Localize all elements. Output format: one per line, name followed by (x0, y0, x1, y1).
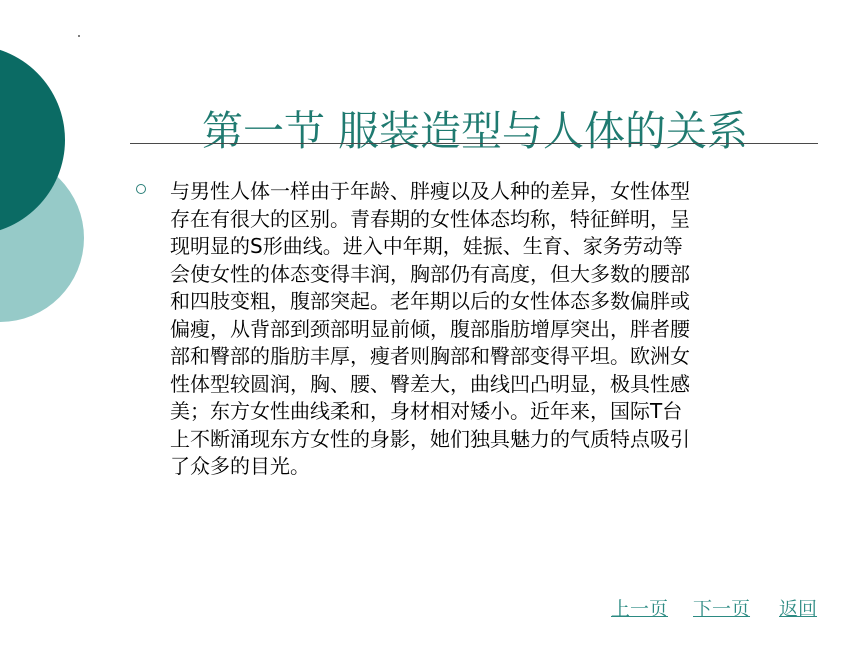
body-line: 现明显的S形曲线。进入中年期，娃振、生育、家务劳动等 (170, 234, 683, 258)
body-line: 上不断涌现东方女性的身影，她们独具魅力的气质特点吸引 (170, 426, 690, 451)
decorative-dot (78, 35, 80, 37)
decorative-circles (0, 0, 120, 360)
body-paragraph (170, 178, 800, 481)
next-page-link[interactable]: 下一页 (693, 598, 751, 620)
slide-title: 第一节 服装造型与人体的关系 (201, 107, 749, 156)
body-line: 存在有很大的区别。青春期的女性体态均称，特征鲜明，呈 (170, 206, 690, 231)
prev-page-link[interactable]: 上一页 (611, 598, 669, 620)
body-line: 性体型较圆润，胸、腰、臀差大，曲线凹凸明显，极具性感 (170, 371, 690, 396)
body-line: 偏瘦，从背部到颈部明显前倾，腹部脂肪增厚突出，胖者腰 (170, 316, 690, 341)
body-line: 会使女性的体态变得丰润，胸部仍有高度，但大多数的腰部 (170, 261, 690, 286)
body-line: 和四肢变粗，腹部突起。老年期以后的女性体态多数偏胖或 (170, 289, 690, 313)
body-line: 美；东方女性曲线柔和，身材相对矮小。近年来，国际T台 (170, 399, 683, 423)
body-line: 部和臀部的脂肪丰厚，瘦者则胸部和臀部变得平坦。欧洲女 (170, 344, 690, 368)
title-underline (130, 143, 818, 144)
body-line: 与男性人体一样由于年龄、胖瘦以及人种的差异，女性体型 (170, 179, 690, 203)
body-line: 了众多的目光。 (170, 454, 310, 478)
back-link[interactable]: 返回 (779, 598, 818, 620)
hollow-circle-bullet-icon (136, 184, 146, 194)
